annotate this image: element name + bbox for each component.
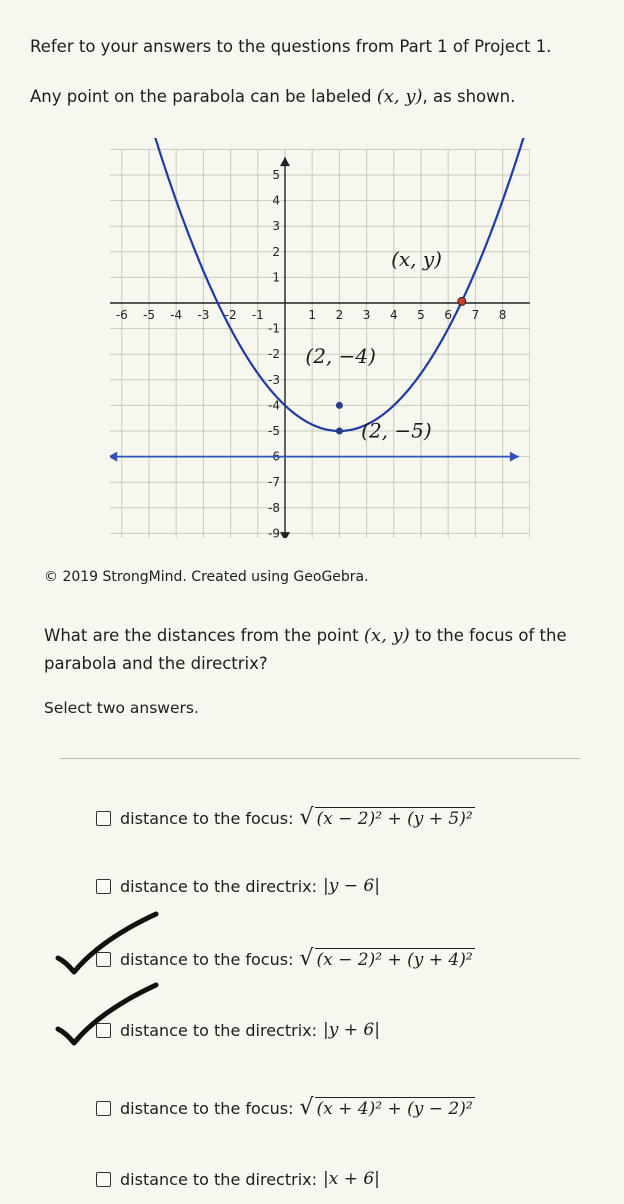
- option-label: distance to the directrix:: [120, 876, 317, 896]
- y-tick-label: -5: [268, 424, 280, 438]
- x-tick-label: -6: [115, 308, 128, 322]
- intro-point-math: (x, y): [376, 86, 423, 107]
- x-tick-label: 3: [362, 308, 371, 322]
- x-tick-label: 2: [335, 308, 344, 322]
- y-axis-arrow-up: [280, 157, 290, 166]
- credit-text: © 2019 StrongMind. Created using GeoGebra.: [44, 569, 369, 585]
- x-tick-label: -2: [224, 308, 237, 322]
- answer-option-5[interactable]: [96, 1093, 475, 1123]
- x-tick-label: 7: [471, 308, 480, 322]
- x-tick-label: -5: [143, 308, 155, 322]
- x-tick-label: -1: [251, 308, 264, 322]
- x-tick-label: -3: [197, 308, 210, 322]
- y-tick-label: -6: [268, 449, 280, 464]
- option-expression: |x + 6|: [323, 1169, 380, 1189]
- intro-line-1: Refer to your answers to the questions from Part 1 of Project 1.: [30, 37, 552, 56]
- question-line-2: parabola and the directrix?: [44, 654, 268, 673]
- x-tick-label: -4: [170, 308, 183, 322]
- y-tick-label: -2: [268, 347, 280, 362]
- option-expression: √ (x − 2)² + (y + 5)²: [299, 805, 473, 830]
- y-tick-label: 5: [272, 168, 280, 182]
- directrix-arrow-left: [110, 452, 117, 462]
- option-expression: |y + 6|: [323, 1020, 380, 1040]
- y-tick-label: -4: [268, 398, 280, 413]
- parabola-graph: [110, 138, 530, 538]
- directrix-arrow-right: [510, 452, 519, 462]
- checkbox-2[interactable]: [96, 879, 111, 894]
- option-expression: |y − 6|: [323, 876, 380, 896]
- y-tick-label: 2: [272, 244, 280, 259]
- focus-point: [336, 402, 343, 409]
- x-tick-label: 5: [417, 308, 425, 322]
- checkbox-1[interactable]: [96, 811, 111, 826]
- option-label: distance to the directrix:: [120, 1169, 317, 1189]
- answer-option-2[interactable]: [96, 871, 380, 901]
- y-tick-label: -9: [268, 526, 280, 538]
- option-label: distance to the focus:: [120, 1098, 294, 1118]
- question-text-before: What are the distances from the point: [44, 626, 359, 645]
- y-tick-label: 1: [272, 270, 280, 285]
- point-xy: [458, 297, 466, 305]
- y-tick-label: -7: [268, 475, 280, 490]
- parabola-curve: [152, 138, 526, 431]
- y-tick-label: -1: [268, 321, 280, 336]
- option-expression: √ (x − 2)² + (y + 4)²: [299, 946, 473, 971]
- check-mark-icon: [52, 981, 162, 1051]
- y-axis-arrow-down: [280, 532, 290, 538]
- y-tick-label: -8: [268, 500, 280, 515]
- intro-line-2: [30, 86, 515, 108]
- intro-line-2-after: , as shown.: [422, 87, 516, 106]
- x-tick-label: 6: [444, 308, 453, 322]
- x-tick-label: 8: [498, 308, 507, 322]
- point-label: (x, y): [391, 246, 442, 271]
- intro-line-2-text: Any point on the parabola can be labeled: [30, 87, 372, 106]
- question-line-1: [44, 625, 567, 647]
- y-tick-label: 4: [272, 193, 280, 208]
- option-expression: √ (x + 4)² + (y − 2)²: [299, 1095, 473, 1120]
- x-tick-label: 4: [389, 308, 398, 322]
- answer-option-1[interactable]: [96, 803, 475, 833]
- divider: [60, 758, 580, 759]
- answer-option-6[interactable]: [96, 1164, 380, 1194]
- x-tick-label: 1: [308, 308, 317, 322]
- instruction-text: Select two answers.: [44, 699, 199, 717]
- vertex-label: (2, −5): [361, 418, 432, 443]
- focus-label: (2, −4): [305, 344, 376, 369]
- checkbox-5[interactable]: [96, 1101, 111, 1116]
- option-label: distance to the focus:: [120, 808, 294, 828]
- y-tick-label: 3: [272, 219, 280, 234]
- question-text-after: to the focus of the: [414, 626, 567, 645]
- y-tick-label: -3: [268, 372, 280, 387]
- graph-points: [110, 138, 527, 462]
- question-point-math: (x, y): [363, 625, 410, 646]
- vertex-point: [336, 428, 343, 435]
- option-label: distance to the directrix:: [120, 1020, 317, 1040]
- option-label: distance to the focus:: [120, 949, 294, 969]
- check-mark-icon: [52, 910, 162, 980]
- checkbox-6[interactable]: [96, 1172, 111, 1187]
